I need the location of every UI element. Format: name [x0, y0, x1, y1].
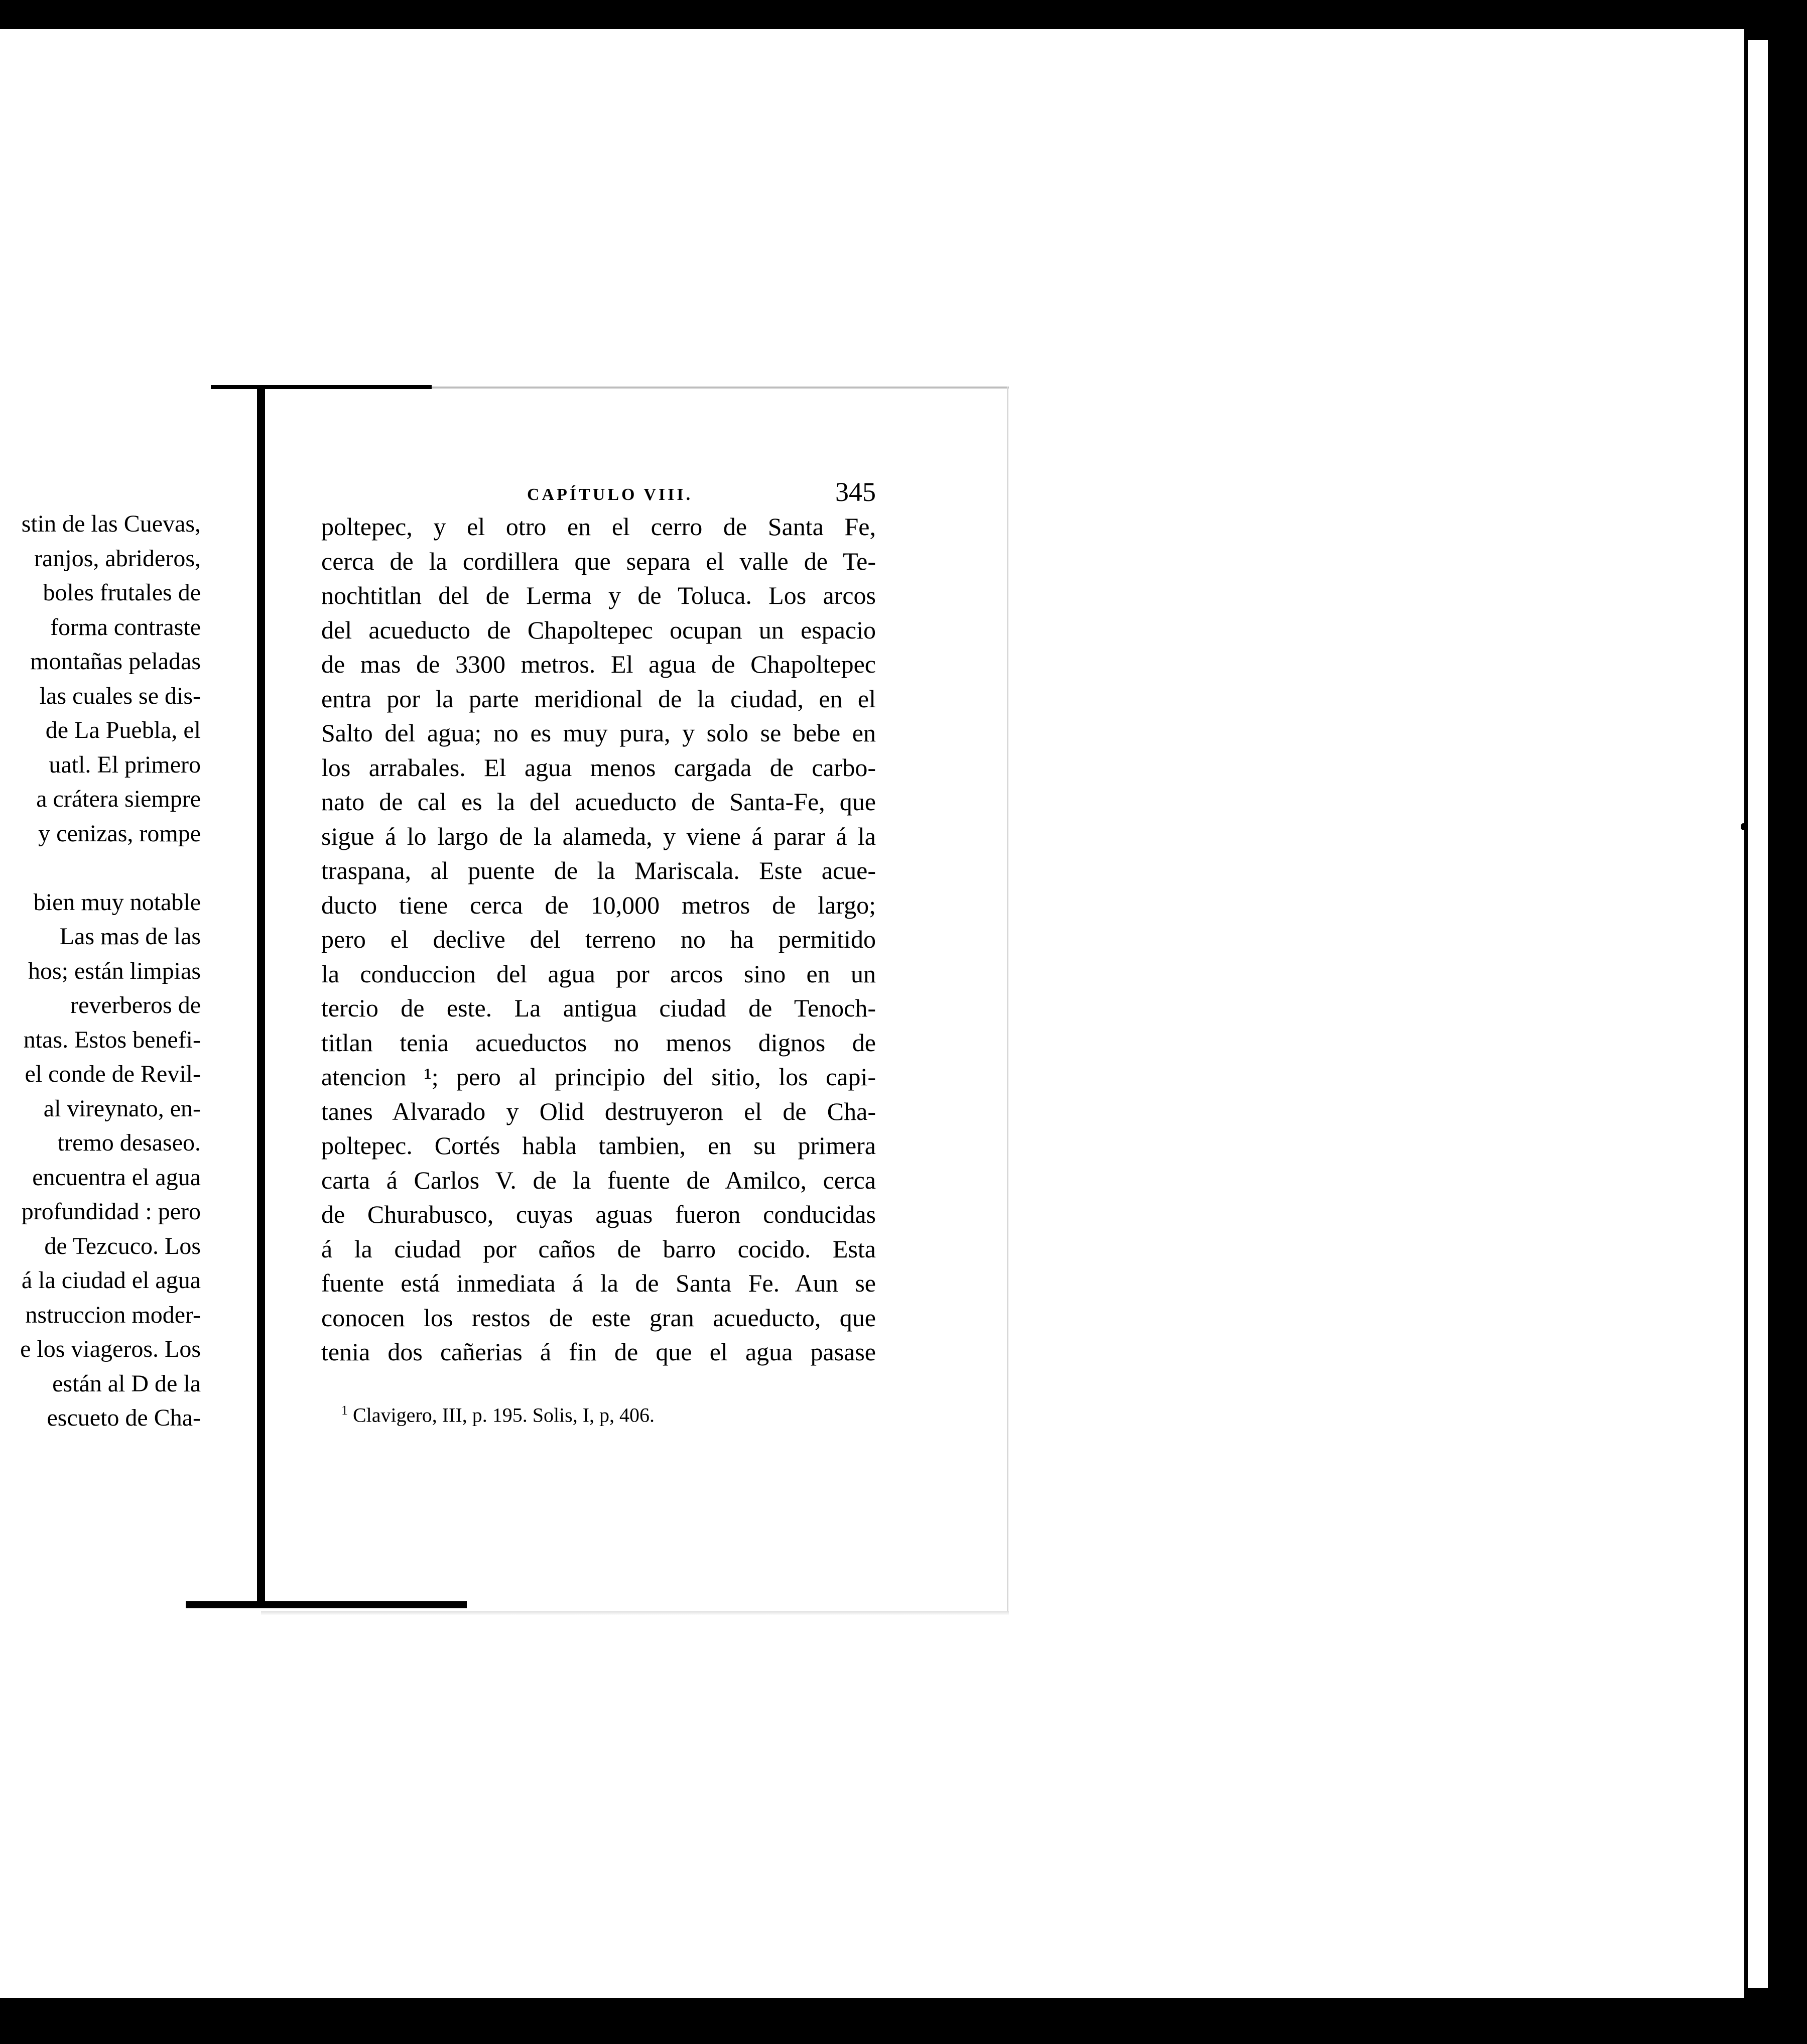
running-head [321, 474, 876, 509]
body-line: conocen los restos de este gran acueducto, que [321, 1303, 876, 1332]
body-text [321, 509, 876, 1369]
left-page-line: hos; están limpias [28, 957, 201, 984]
body-line: Salto del agua; no es muy pura, y solo se bebe en [321, 719, 876, 747]
left-page-line: ranjos, abrideros, [34, 545, 201, 572]
body-line: sigue á lo largo de la alameda, y viene á parar á la [321, 822, 876, 850]
body-line: de mas de 3300 metros. El agua de Chapoltepec [321, 650, 876, 678]
body-line: traspana, al puente de la Mariscala. Este acue- [321, 856, 876, 884]
left-page-line: e los viageros. Los [20, 1336, 201, 1362]
body-line: la conduccion del agua por arcos sino en un [321, 959, 876, 988]
body-line: los arrabales. El agua menos cargada de carbo- [321, 753, 876, 782]
left-page-fragment [0, 507, 201, 1441]
left-page-line: profundidad : pero [21, 1198, 201, 1225]
body-line: tercio de este. La antigua ciudad de Tenoch- [321, 994, 876, 1022]
body-line: pero el declive del terreno no ha permitido [321, 925, 876, 953]
body-line: nochtitlan del de Lerma y de Toluca. Los arcos [321, 581, 876, 609]
left-page-line: encuentra el agua [32, 1164, 201, 1191]
left-page-line: ntas. Estos benefi- [23, 1026, 201, 1053]
body-line: titlan tenia acueductos no menos dignos de [321, 1028, 876, 1057]
body-line: á la ciudad por caños de barro cocido. Esta [321, 1234, 876, 1263]
left-page-line: montañas peladas [30, 648, 201, 675]
body-line: ducto tiene cerca de 10,000 metros de largo; [321, 890, 876, 919]
body-line: cerca de la cordillera que separa el valle de Te- [321, 547, 876, 575]
left-page-line: boles frutales de [43, 579, 201, 606]
book-spine [257, 388, 265, 1607]
body-line: tanes Alvarado y Olid destruyeron el de Cha- [321, 1097, 876, 1125]
left-page-line: y cenizas, rompe [38, 820, 201, 847]
left-page-line: Las mas de las [59, 923, 201, 950]
left-page-line: uatl. El primero [49, 751, 201, 778]
left-page-line: nstruccion moder- [25, 1301, 201, 1328]
book-spine-top [211, 385, 432, 389]
scan-speck [1741, 823, 1746, 830]
left-page-line: de Tezcuco. Los [44, 1232, 201, 1259]
page-edge-bottom [261, 1611, 1009, 1615]
left-page-line: el conde de Revil- [25, 1061, 201, 1087]
footnote-marker: 1 [341, 1402, 348, 1418]
chapter-heading: CAPÍTULO VIII. [527, 485, 693, 504]
book-spine-bottom [186, 1601, 467, 1608]
body-line: nato de cal es la del acueducto de Santa-Fe, que [321, 788, 876, 816]
right-page [321, 474, 876, 1426]
left-page-line: las cuales se dis- [39, 682, 201, 709]
body-line: de Churabusco, cuyas aguas fueron conducidas [321, 1200, 876, 1228]
left-page-line: están al D de la [52, 1370, 201, 1397]
left-page-line: forma contraste [50, 613, 201, 641]
left-page-line: á la ciudad el agua [21, 1267, 201, 1294]
body-line: fuente está inmediata á la de Santa Fe. Aun se [321, 1269, 876, 1297]
scan-speck [1744, 1044, 1748, 1049]
page-number: 345 [835, 477, 876, 507]
left-page-line: reverberos de [70, 992, 201, 1018]
body-line: carta á Carlos V. de la fuente de Amilco, cerca [321, 1166, 876, 1194]
body-line: atencion ¹; pero al principio del sitio, los capi- [321, 1063, 876, 1091]
left-page-line: de La Puebla, el [45, 717, 201, 743]
left-page-line: a crátera siempre [36, 786, 201, 812]
body-line: poltepec, y el otro en el cerro de Santa Fe, [321, 513, 876, 541]
page-edge-right [1007, 387, 1008, 1611]
left-page-line: bien muy notable [33, 888, 201, 916]
footnote [321, 1395, 876, 1426]
left-page-line: al vireynato, en- [43, 1095, 201, 1122]
body-line: del acueducto de Chapoltepec ocupan un espacio [321, 615, 876, 644]
body-line: tenia dos cañerias á fin de que el agua pasase [321, 1338, 876, 1366]
footnote-text: Clavigero, III, p. 195. Solis, I, p, 406. [353, 1403, 655, 1426]
left-page-line: tremo desaseo. [57, 1129, 201, 1156]
scan-border-top [0, 0, 1807, 29]
left-page-line: stin de las Cuevas, [21, 510, 201, 537]
left-page-line: escueto de Cha- [47, 1404, 201, 1431]
scan-border-bottom [0, 1998, 1807, 2044]
scan-border-right-gap [1748, 40, 1768, 1988]
body-line: entra por la parte meridional de la ciudad, en el [321, 684, 876, 713]
body-line: poltepec. Cortés habla tambien, en su primera [321, 1131, 876, 1160]
